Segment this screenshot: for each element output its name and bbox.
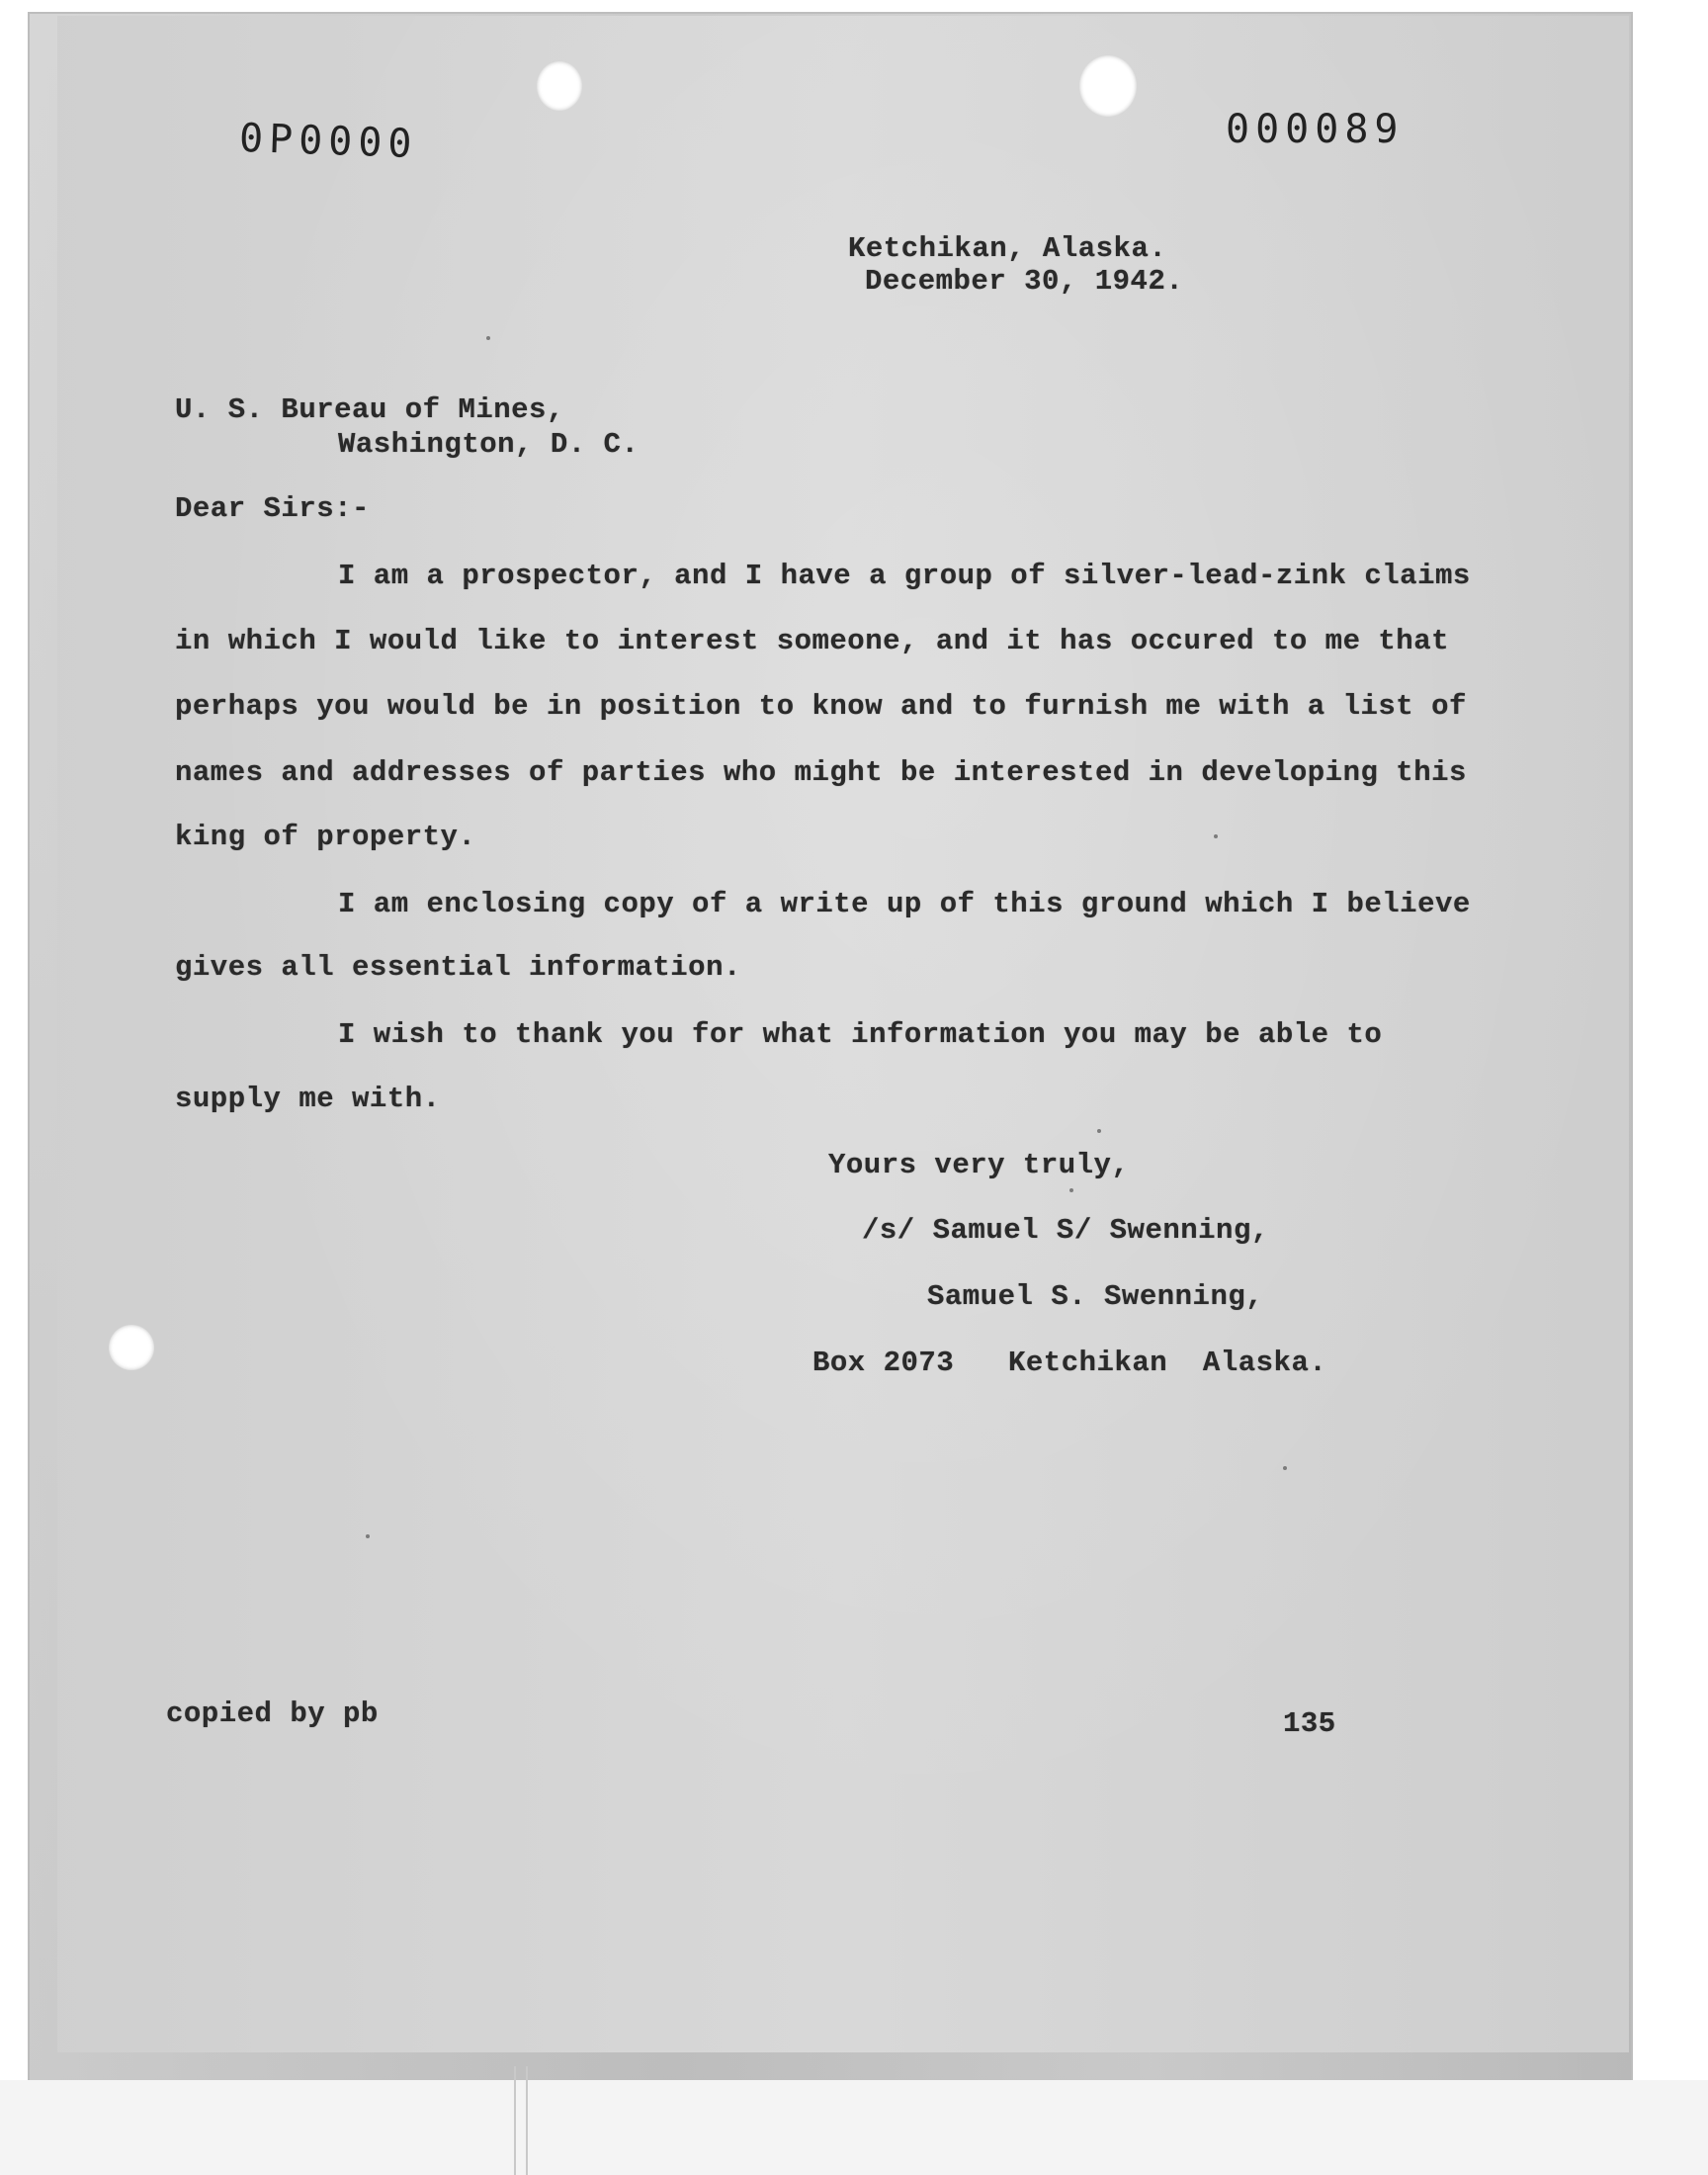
ink-speck <box>1214 834 1218 838</box>
body-line: supply me with. <box>175 1083 441 1115</box>
punch-hole-top-left <box>537 61 582 111</box>
body-line: in which I would like to interest someone, and it has occured to me that <box>175 625 1450 657</box>
signature-line: /s/ Samuel S/ Swenning, <box>862 1214 1269 1247</box>
salutation: Dear Sirs:- <box>175 492 370 525</box>
punch-hole-top-right <box>1079 55 1137 117</box>
body-line: I am enclosing copy of a write up of this ground which I believe <box>338 888 1471 920</box>
valediction: Yours very truly, <box>828 1149 1130 1181</box>
letter-date: December 30, 1942. <box>865 265 1184 298</box>
signer-city: Ketchikan Alaska. <box>1008 1347 1327 1379</box>
body-line: king of property. <box>175 821 476 853</box>
body-line: gives all essential information. <box>175 951 741 984</box>
letter-place: Ketchikan, Alaska. <box>848 232 1167 265</box>
addressee-line-2: Washington, D. C. <box>338 428 640 461</box>
scan-artifact-line <box>514 2066 516 2175</box>
scan-bottom-margin <box>0 2080 1708 2175</box>
ink-speck <box>1069 1188 1073 1192</box>
body-line: perhaps you would be in position to know and to furnish me with a list of <box>175 690 1467 723</box>
punch-hole-left <box>109 1325 154 1370</box>
body-line: I wish to thank you for what information you may be able to <box>338 1018 1383 1051</box>
signer-name: Samuel S. Swenning, <box>927 1280 1264 1313</box>
ink-speck <box>486 336 490 340</box>
page-number: 135 <box>1283 1707 1336 1740</box>
ink-speck <box>1283 1466 1287 1470</box>
scan-artifact-line <box>526 2066 528 2175</box>
stamp-number-left: 0P0000 <box>238 115 419 168</box>
body-line: names and addresses of parties who might be interested in developing this <box>175 756 1467 789</box>
body-line: I am a prospector, and I have a group of silver-lead-zink claims <box>338 560 1471 592</box>
copied-by-note: copied by pb <box>166 1697 379 1730</box>
addressee-line-1: U. S. Bureau of Mines, <box>175 393 564 426</box>
ink-speck <box>1097 1129 1101 1133</box>
signer-box: Box 2073 <box>812 1347 955 1379</box>
stamp-number-right: 000089 <box>1226 107 1405 152</box>
ink-speck <box>366 1534 370 1538</box>
